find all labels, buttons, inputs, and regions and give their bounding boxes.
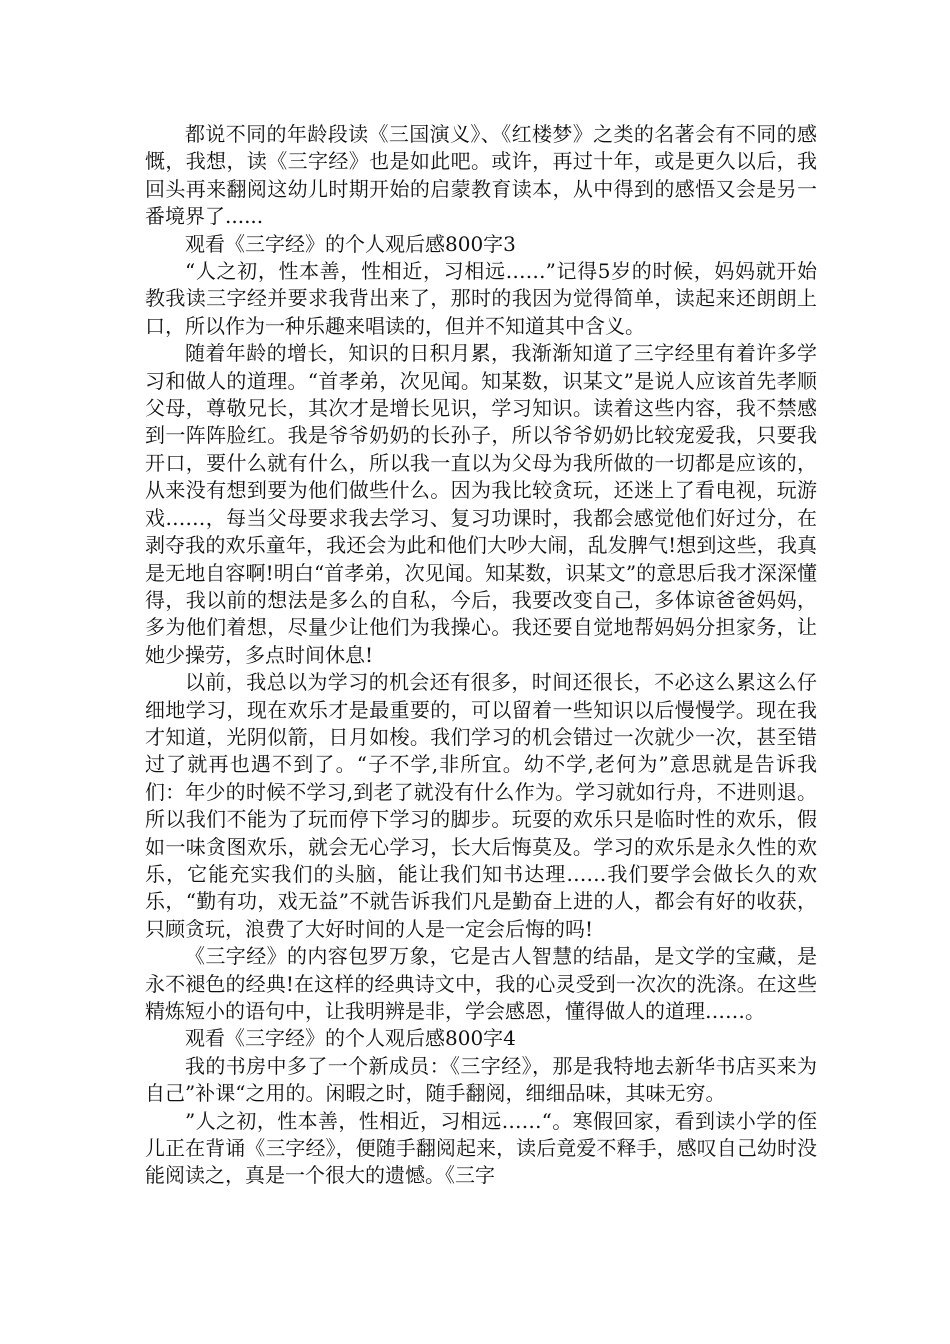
paragraph-winter-break: ”人之初，性本善，性相近，习相远……“。寒假回家，看到读小学的侄儿正在背诵《三字经》，便随手翻阅起来，读后竟爱不释手，感叹自己幼时没能阅读之，真是一个很大的遗憾。《三字: [145, 1108, 817, 1188]
paragraph-learning: 以前，我总以为学习的机会还有很多，时间还很长，不必这么累这么仔细地学习，现在欢乐才是最重要的，可以留着一些知识以后慢慢学。现在我才知道，光阴似箭，日月如梭。我们学习的机会错过一次就少一次，甚至错过了就再也遇不到了。“子不学,非所宜。幼不学,老何为”意思就是告诉我们：年少的时候不学习,到老了就没有什么作为。学习就如行舟，不进则退。所以我们不能为了玩而停下学习的脚步。玩耍的欢乐只是临时性的欢乐，假如一味贪图欢乐，就会无心学习，长大后悔莫及。学习的欢乐是永久性的欢乐，它能充实我们的头脑，能让我们知书达理……我们要学会做长久的欢乐，“勤有功，戏无益”不就告诉我们凡是勤奋上进的人，都会有好的收获，只顾贪玩，浪费了大好时间的人是一定会后悔的吗!: [145, 670, 817, 941]
paragraph-intro: 都说不同的年龄段读《三国演义》、《红楼梦》之类的名著会有不同的感慨，我想，读《三字经》也是如此吧。或许，再过十年，或是更久以后，我回头再来翻阅这幼儿时期开始的启蒙教育读本，从中得到的感悟又会是另一番境界了......: [145, 122, 817, 229]
document-page: [145, 121, 817, 1190]
paragraph-filial-piety: 随着年龄的增长，知识的日积月累，我渐渐知道了三字经里有着许多学习和做人的道理。“首孝弟，次见闻。知某数，识某文”是说人应该首先孝顺父母，尊敬兄长，其次才是增长见识，学习知识。读着这些内容，我不禁感到一阵阵脸红。我是爷爷奶奶的长孙子，所以爷爷奶奶比较宠爱我，只要我开口，要什么就有什么，所以我一直以为父母为我所做的一切都是应该的，从来没有想到要为他们做些什么。因为我比较贪玩，还迷上了看电视，玩游戏……，每当父母要求我去学习、复习功课时，我都会感觉他们好过分，在剥夺我的欢乐童年，我还会为此和他们大吵大闹，乱发脾气!想到这些，我真是无地自容啊!明白“首孝弟，次见闻。知某数，识某文”的意思后我才深深懂得，我以前的想法是多么的自私，今后，我要改变自己，多体谅爸爸妈妈，多为他们着想，尽量少让他们为我操心。我还要自觉地帮妈妈分担家务，让她少操劳，多点时间休息!: [145, 341, 817, 667]
section-heading-4: 观看《三字经》的个人观后感800字4: [185, 1026, 516, 1051]
paragraph-conclusion: 《三字经》的内容包罗万象，它是古人智慧的结晶，是文学的宝藏，是永不褪色的经典!在这样的经典诗文中，我的心灵受到一次次的洗涤。在这些精炼短小的语句中，让我明辨是非，学会感恩，懂得做人的道理……。: [145, 944, 817, 1023]
paragraph-new-book: 我的书房中多了一个新成员：《三字经》，那是我特地去新华书店买来为自己”补课“之用的。闲暇之时，随手翻阅，细细品味，其味无穷。: [145, 1053, 817, 1106]
section-heading-3: 观看《三字经》的个人观后感800字3: [185, 231, 516, 256]
paragraph-memory: “人之初，性本善，性相近，习相远……”记得5岁的时候，妈妈就开始教我读三字经并要求我背出来了，那时的我因为觉得简单，读起来还朗朗上口，所以作为一种乐趣来唱读的，但并不知道其中含义。: [145, 259, 817, 338]
